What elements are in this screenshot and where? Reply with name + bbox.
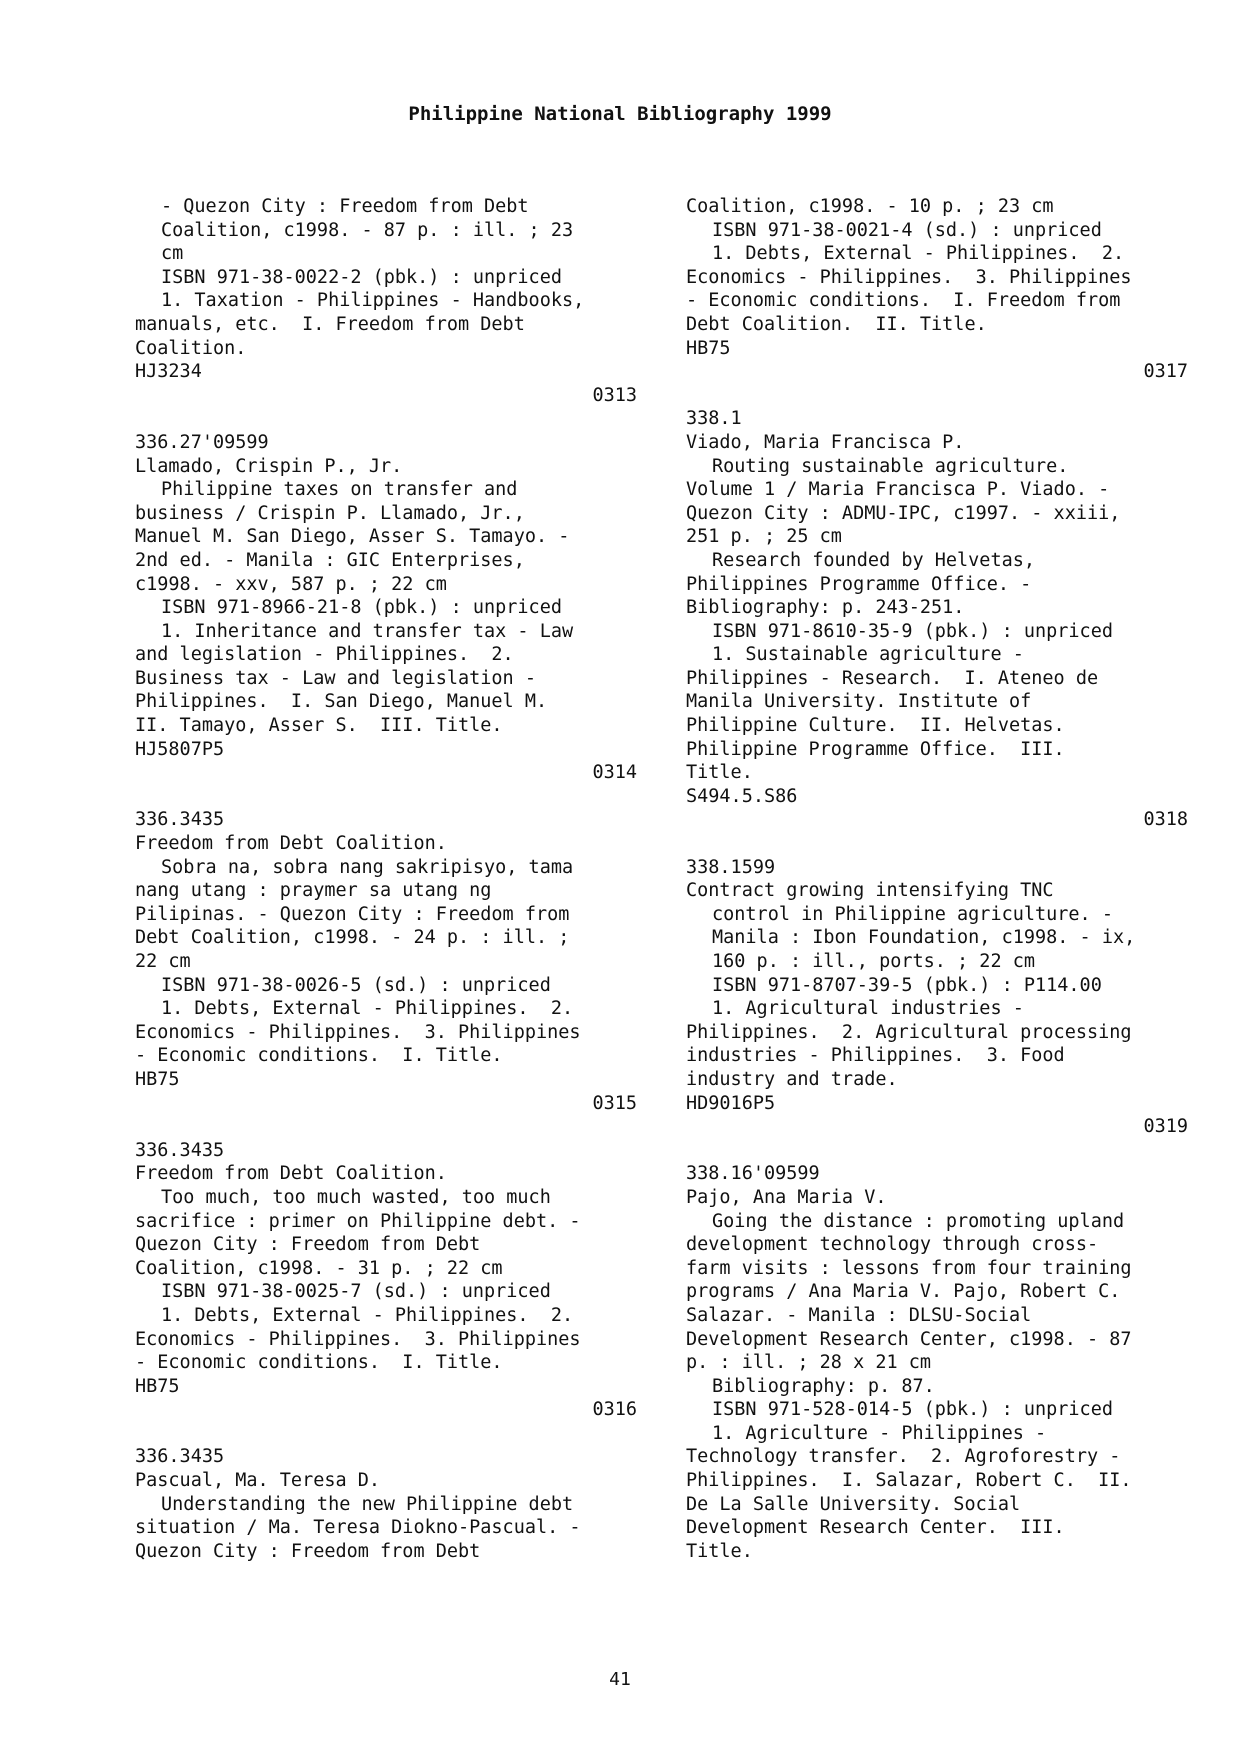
text-line: HD9016P5 <box>686 1092 776 1114</box>
text-line: 1. Sustainable agriculture - <box>712 644 1024 666</box>
text-line: Business tax - Law and legislation - <box>135 667 536 689</box>
text-line: - Economic conditions. I. Title. <box>135 1045 503 1067</box>
text-line: ISBN 971-8707-39-5 (pbk.) : P114.00 <box>712 974 1102 996</box>
text-line: 2nd ed. - Manila : GIC Enterprises, <box>135 549 525 571</box>
text-line: Philippines. 2. Agricultural processing <box>686 1021 1132 1043</box>
text-line: Llamado, Crispin P., Jr. <box>135 455 403 477</box>
text-line: Bibliography: p. 243-251. <box>686 597 965 619</box>
entry-number: 0316 <box>592 1399 637 1421</box>
text-line: Bibliography: p. 87. <box>712 1375 935 1397</box>
text-line: Quezon City : ADMU-IPC, c1997. - xxiii, <box>686 502 1121 524</box>
text-line: Development Research Center, c1998. - 87 <box>686 1328 1132 1350</box>
text-line: programs / Ana Maria V. Pajo, Robert C. <box>686 1281 1121 1303</box>
text-line: 338.16'09599 <box>686 1163 820 1185</box>
text-line: Manila : Ibon Foundation, c1998. - ix, <box>712 927 1136 949</box>
entry-number: 0314 <box>592 762 637 784</box>
text-line: 22 cm <box>135 951 191 972</box>
text-line: ISBN 971-8610-35-9 (pbk.) : unpriced <box>712 620 1113 642</box>
text-line: nang utang : praymer sa utang ng <box>135 880 492 902</box>
text-line: Economics - Philippines. 3. Philippines <box>686 266 1132 288</box>
text-line: 1. Debts, External - Philippines. 2. <box>161 1304 574 1326</box>
text-line: Philippines. I. San Diego, Manuel M. <box>135 691 548 713</box>
text-line: 338.1599 <box>686 856 776 878</box>
text-line: Freedom from Debt Coalition. <box>135 833 447 855</box>
text-line: Volume 1 / Maria Francisca P. Viado. - <box>686 479 1110 501</box>
text-line: - Economic conditions. I. Title. <box>135 1352 503 1374</box>
text-line: development technology through cross- <box>686 1234 1099 1256</box>
text-line <box>135 1422 637 1446</box>
text-line: Understanding the new Philippine debt <box>161 1493 574 1515</box>
entry-number: 0318 <box>1143 809 1188 831</box>
text-line: Research founded by Helvetas, <box>712 549 1036 571</box>
text-line <box>686 832 1188 856</box>
text-line: Too much, too much wasted, too much <box>161 1186 551 1208</box>
text-line: business / Crispin P. Llamado, Jr., <box>135 502 525 524</box>
left-column <box>135 195 637 1563</box>
text-line: S494.5.S86 <box>686 785 798 807</box>
text-line: 1. Agricultural industries - <box>712 998 1024 1020</box>
text-line: Title. <box>686 762 753 784</box>
text-line: c1998. - xxv, 587 p. ; 22 cm <box>135 573 447 595</box>
text-line: ISBN 971-528-014-5 (pbk.) : unpriced <box>712 1399 1113 1421</box>
text-line: Philippines - Research. I. Ateneo de <box>686 667 1099 689</box>
text-line: Manila University. Institute of <box>686 691 1032 713</box>
text-line: 336.3435 <box>135 809 225 831</box>
text-line: - Economic conditions. I. Freedom from <box>686 290 1121 312</box>
page-title: Philippine National Bibliography 1999 <box>408 103 832 125</box>
text-line: Philippine Culture. II. Helvetas. <box>686 715 1065 737</box>
text-line: Economics - Philippines. 3. Philippines <box>135 1328 581 1350</box>
text-line: Title. <box>686 1540 753 1562</box>
text-line: De La Salle University. Social <box>686 1493 1021 1515</box>
text-line <box>135 407 637 431</box>
text-line: 1. Agriculture - Philippines - <box>712 1422 1047 1444</box>
text-line: 1. Taxation - Philippines - Handbooks, <box>161 290 585 312</box>
text-line: Viado, Maria Francisca P. <box>686 431 965 453</box>
text-line <box>135 785 637 809</box>
entry-number: 0313 <box>592 384 637 406</box>
text-line: manuals, etc. I. Freedom from Debt <box>135 313 525 335</box>
text-line: Coalition, c1998. - 87 p. : ill. ; 23 <box>161 219 574 241</box>
entry-number: 0317 <box>1143 361 1188 383</box>
text-line: Coalition. <box>135 337 247 359</box>
text-line: HB75 <box>135 1375 180 1397</box>
text-line: and legislation - Philippines. 2. <box>135 644 514 666</box>
text-line: farm visits : lessons from four training <box>686 1257 1132 1279</box>
text-line: Contract growing intensifying TNC <box>686 880 1054 902</box>
text-line: Philippines. I. Salazar, Robert C. II. <box>686 1470 1132 1492</box>
text-line: Routing sustainable agriculture. <box>712 455 1069 477</box>
text-line: Development Research Center. III. <box>686 1517 1065 1539</box>
text-line: 336.3435 <box>135 1139 225 1161</box>
text-line <box>135 1115 637 1139</box>
text-line: 160 p. : ill., ports. ; 22 cm <box>712 951 1036 972</box>
text-line: Debt Coalition. II. Title. <box>686 313 987 335</box>
text-line: ISBN 971-38-0021-4 (sd.) : unpriced <box>712 219 1102 241</box>
text-line: 336.27'09599 <box>135 431 269 453</box>
text-line: 336.3435 <box>135 1446 225 1468</box>
text-line: sacrifice : primer on Philippine debt. - <box>135 1210 581 1232</box>
text-line: Technology transfer. 2. Agroforestry - <box>686 1446 1121 1468</box>
page-number: 41 <box>609 1669 631 1690</box>
text-line: Pilipinas. - Quezon City : Freedom from <box>135 903 570 925</box>
text-line: Economics - Philippines. 3. Philippines <box>135 1021 581 1043</box>
right-column <box>686 195 1188 1563</box>
text-line: Debt Coalition, c1998. - 24 p. : ill. ; <box>135 927 570 949</box>
text-line: 1. Debts, External - Philippines. 2. <box>712 243 1125 265</box>
text-line: p. : ill. ; 28 x 21 cm <box>686 1352 932 1374</box>
text-line: 1. Debts, External - Philippines. 2. <box>161 998 574 1020</box>
text-line: - Quezon City : Freedom from Debt <box>161 196 529 217</box>
text-line: HJ5807P5 <box>135 738 225 760</box>
text-line: 338.1 <box>686 408 742 430</box>
text-line: ISBN 971-38-0026-5 (sd.) : unpriced <box>161 974 551 996</box>
text-line: cm <box>161 243 184 265</box>
text-line: Philippine Programme Office. III. <box>686 738 1065 760</box>
text-line: Coalition, c1998. - 10 p. ; 23 cm <box>686 196 1054 217</box>
text-line <box>686 384 1188 408</box>
text-line: Sobra na, sobra nang sakripisyo, tama <box>161 856 574 878</box>
text-line: Freedom from Debt Coalition. <box>135 1163 447 1185</box>
text-line: II. Tamayo, Asser S. III. Title. <box>135 715 503 737</box>
text-line: HB75 <box>135 1068 180 1090</box>
text-line: 251 p. ; 25 cm <box>686 526 842 548</box>
text-line: Quezon City : Freedom from Debt <box>135 1540 481 1562</box>
text-line: control in Philippine agriculture. - <box>712 903 1113 925</box>
text-line: Philippines Programme Office. - <box>686 573 1032 595</box>
text-line: Salazar. - Manila : DLSU-Social <box>686 1304 1032 1326</box>
entry-number: 0319 <box>1143 1116 1188 1138</box>
text-line: ISBN 971-8966-21-8 (pbk.) : unpriced <box>161 597 562 619</box>
text-line: ISBN 971-38-0025-7 (sd.) : unpriced <box>161 1281 551 1303</box>
text-line <box>686 1139 1188 1163</box>
text-line: Going the distance : promoting upland <box>712 1210 1125 1232</box>
text-line: Pajo, Ana Maria V. <box>686 1186 887 1208</box>
text-line: HB75 <box>686 337 731 359</box>
text-line: industry and trade. <box>686 1068 898 1090</box>
text-line: industries - Philippines. 3. Food <box>686 1045 1065 1067</box>
text-line: Pascual, Ma. Teresa D. <box>135 1470 381 1492</box>
entry-number: 0315 <box>592 1092 637 1114</box>
text-line: Philippine taxes on transfer and <box>161 479 518 501</box>
text-line: Quezon City : Freedom from Debt <box>135 1234 481 1256</box>
text-line: Coalition, c1998. - 31 p. ; 22 cm <box>135 1257 503 1279</box>
text-line: ISBN 971-38-0022-2 (pbk.) : unpriced <box>161 266 562 288</box>
text-line: HJ3234 <box>135 361 202 383</box>
text-line: 1. Inheritance and transfer tax - Law <box>161 620 574 642</box>
text-line: Manuel M. San Diego, Asser S. Tamayo. - <box>135 526 570 548</box>
text-line: situation / Ma. Teresa Diokno-Pascual. - <box>135 1517 581 1539</box>
